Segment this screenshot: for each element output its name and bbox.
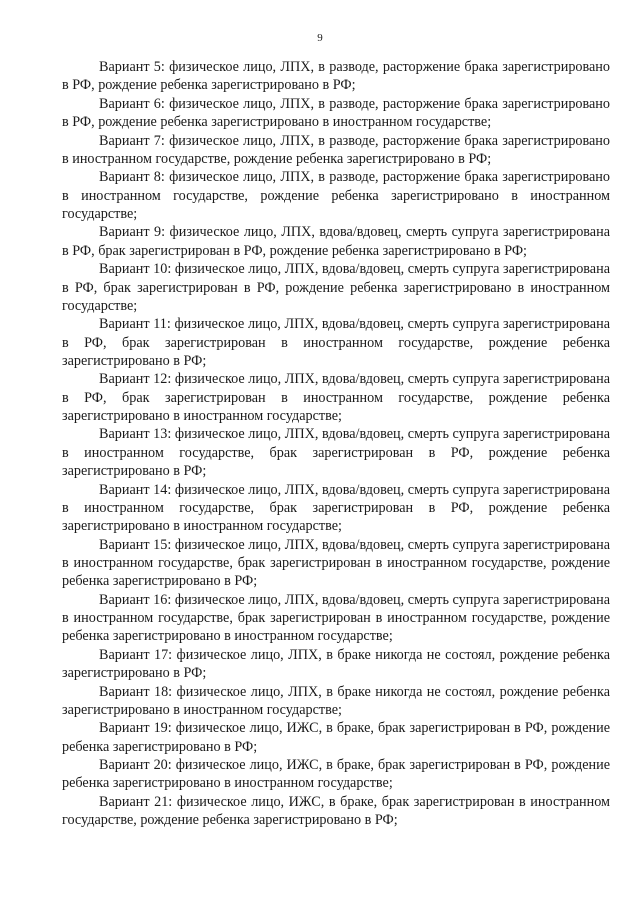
variant-paragraph-5: Вариант 5: физическое лицо, ЛПХ, в разводе, расторжение брака зарегистрировано в РФ, рождение ребенка зарегистрировано в РФ; bbox=[62, 59, 610, 94]
variant-paragraph-16: Вариант 16: физическое лицо, ЛПХ, вдова/вдовец, смерть супруга зарегистрирована в иностранном государстве, брак зарегистрирован в иностранном государстве, рождение ребенка зарегистрировано в иностранном государстве; bbox=[62, 591, 610, 645]
variant-paragraph-13: Вариант 13: физическое лицо, ЛПХ, вдова/вдовец, смерть супруга зарегистрирована в иностранном государстве, брак зарегистрирован в РФ, рождение ребенка зарегистрировано в РФ; bbox=[62, 426, 610, 480]
variant-paragraph-21: Вариант 21: физическое лицо, ИЖС, в браке, брак зарегистрирован в иностранном государстве, рождение ребенка зарегистрировано в РФ; bbox=[62, 793, 610, 829]
variant-paragraph-10: Вариант 10: физическое лицо, ЛПХ, вдова/вдовец, смерть супруга зарегистрирована в РФ, брак зарегистрирован в РФ, рождение ребенка зарегистрировано в иностранном государстве; bbox=[62, 261, 610, 314]
variant-paragraph-19: Вариант 19: физическое лицо, ИЖС, в браке, брак зарегистрирован в РФ, рождение ребенка зарегистрировано в РФ; bbox=[62, 720, 610, 755]
document-body bbox=[62, 58, 610, 830]
variant-paragraph-18: Вариант 18: физическое лицо, ЛПХ, в браке никогда не состоял, рождение ребенка зарегистрировано в иностранном государстве; bbox=[62, 683, 610, 718]
variant-paragraph-7: Вариант 7: физическое лицо, ЛПХ, в разводе, расторжение брака зарегистрировано в иностранном государстве, рождение ребенка зарегистрировано в РФ; bbox=[62, 132, 610, 167]
variant-paragraph-9: Вариант 9: физическое лицо, ЛПХ, вдова/вдовец, смерть супруга зарегистрирована в РФ, брак зарегистрирован в РФ, рождение ребенка зарегистрировано в РФ; bbox=[62, 224, 610, 259]
variant-paragraph-20: Вариант 20: физическое лицо, ИЖС, в браке, брак зарегистрирован в РФ, рождение ребенка зарегистрировано в иностранном государстве; bbox=[62, 757, 610, 792]
page-number: 9 bbox=[317, 32, 323, 44]
variant-paragraph-14: Вариант 14: физическое лицо, ЛПХ, вдова/вдовец, смерть супруга зарегистрирована в иностранном государстве, брак зарегистрирован в РФ, рождение ребенка зарегистрировано в иностранном государстве; bbox=[62, 481, 610, 535]
variant-paragraph-11: Вариант 11: физическое лицо, ЛПХ, вдова/вдовец, смерть супруга зарегистрирована в РФ, брак зарегистрирован в иностранном государстве, рождение ребенка зарегистрировано в РФ; bbox=[62, 316, 610, 369]
variant-paragraph-17: Вариант 17: физическое лицо, ЛПХ, в браке никогда не состоял, рождение ребенка зарегистрировано в РФ; bbox=[62, 646, 610, 682]
variant-paragraph-6: Вариант 6: физическое лицо, ЛПХ, в разводе, расторжение брака зарегистрировано в РФ, рождение ребенка зарегистрировано в иностранном государстве; bbox=[62, 95, 610, 131]
variant-paragraph-8: Вариант 8: физическое лицо, ЛПХ, в разводе, расторжение брака зарегистрировано в иностранном государстве, рождение ребенка зарегистрировано в иностранном государстве; bbox=[62, 169, 610, 222]
variant-paragraph-15: Вариант 15: физическое лицо, ЛПХ, вдова/вдовец, смерть супруга зарегистрирована в иностранном государстве, брак зарегистрирован в иностранном государстве, рождение ребенка зарегистрировано в РФ; bbox=[62, 536, 610, 590]
variant-paragraph-12: Вариант 12: физическое лицо, ЛПХ, вдова/вдовец, смерть супруга зарегистрирована в РФ, брак зарегистрирован в иностранном государстве, рождение ребенка зарегистрировано в иностранном государстве; bbox=[62, 371, 610, 424]
